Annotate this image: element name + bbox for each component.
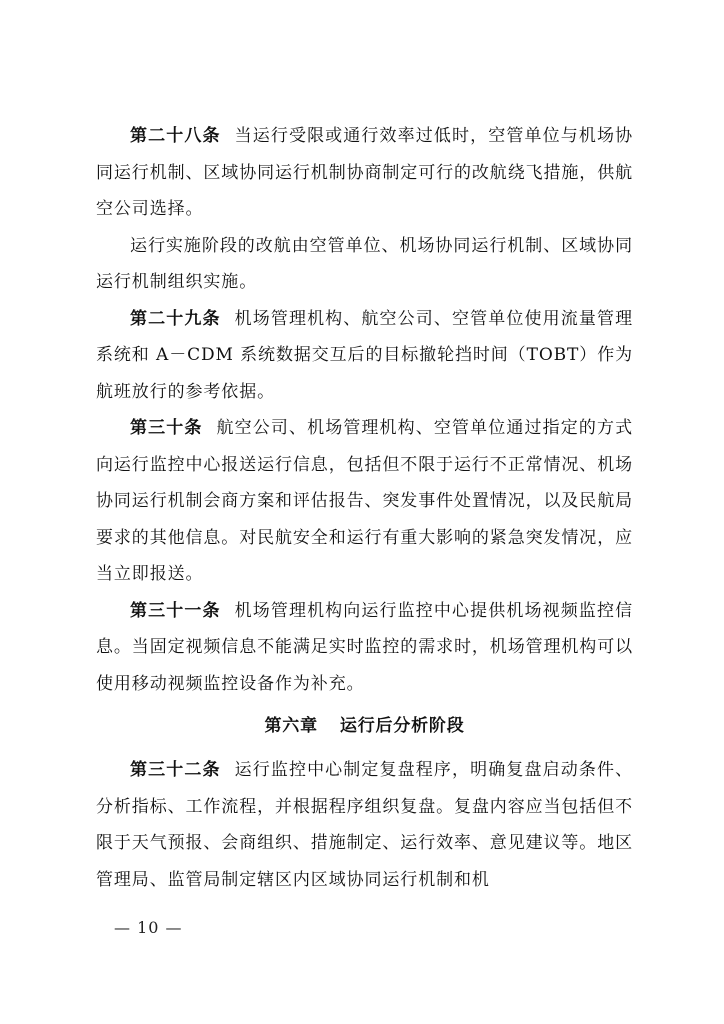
article-31-heading: 第三十一条	[130, 600, 221, 621]
article-30	[96, 410, 633, 593]
chapter-heading	[96, 706, 633, 746]
chapter-title: 运行后分析阶段	[339, 716, 465, 736]
article-28-heading: 第二十八条	[130, 126, 221, 146]
chapter-number: 第六章	[264, 716, 318, 736]
article-29-text: 机场管理机构、航空公司、空管单位使用流量管理系统和 A－CDM 系统数据交互后的目标撤轮挡时间（TOBT）作为航班放行的参考依据。	[96, 308, 633, 402]
article-30-heading: 第三十条	[130, 418, 203, 438]
article-31-text: 机场管理机构向运行监控中心提供机场视频监控信息。当固定视频信息不能满足实时监控的需求时，机场管理机构可以使用移动视频监控设备作为补充。	[96, 600, 633, 694]
article-28-text: 当运行受限或通行效率过低时，空管单位与机场协同运行机制、区域协同运行机制协商制定可行的改航绕飞措施，供航空公司选择。	[96, 126, 633, 219]
article-30-text: 航空公司、机场管理机构、空管单位通过指定的方式向运行监控中心报送运行信息，包括但不限于运行不正常情况、机场协同运行机制会商方案和评估报告、突发事件处置情况，以及民航局要求的其他信息。对民航安全和运行有重大影响的紧急突发情况，应当立即报送。	[96, 418, 633, 584]
article-32	[96, 752, 633, 898]
article-29	[96, 301, 633, 411]
page-number: — 10 —	[114, 918, 183, 937]
article-28-continuation	[96, 228, 633, 301]
article-28-continuation-text: 运行实施阶段的改航由空管单位、机场协同运行机制、区域协同运行机制组织实施。	[96, 235, 633, 292]
article-32-heading: 第三十二条	[130, 760, 221, 780]
article-31	[96, 593, 633, 703]
document-body	[96, 118, 633, 898]
article-28	[96, 118, 633, 228]
article-29-heading: 第二十九条	[130, 308, 221, 329]
article-32-text: 运行监控中心制定复盘程序，明确复盘启动条件、分析指标、工作流程，并根据程序组织复盘。复盘内容应当包括但不限于天气预报、会商组织、措施制定、运行效率、意见建议等。地区管理局、监管局制定辖区内区域协同运行机制和机	[96, 760, 633, 890]
